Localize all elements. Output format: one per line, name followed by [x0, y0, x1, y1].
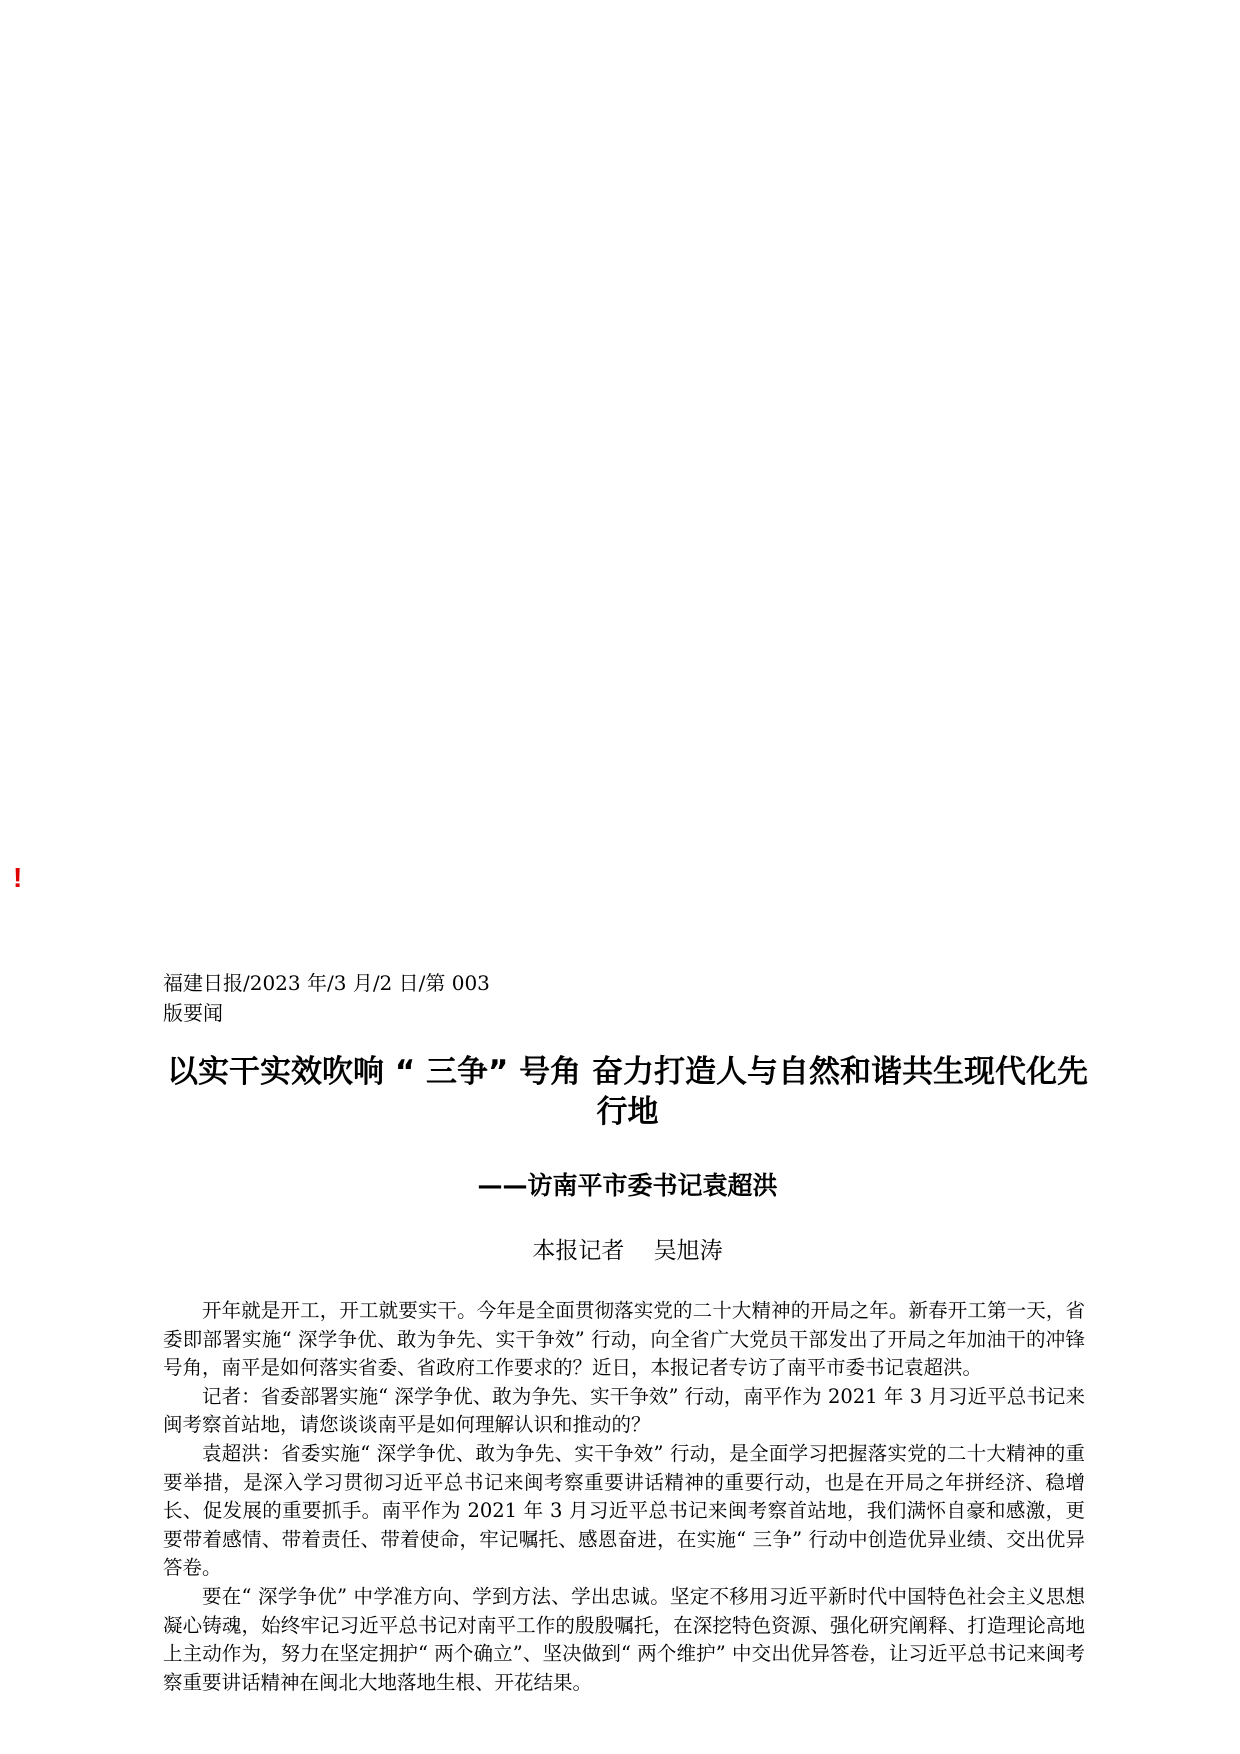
article-body [163, 1297, 1085, 1697]
body-paragraph-2: 记者：省委部署实施“ 深学争优、敢为争先、实干争效” 行动，南平作为 2021 年 3 月习近平总书记来闽考察首站地，请您谈谈南平是如何理解认识和推动的？ [163, 1384, 1085, 1437]
article-headline: 以实干实效吹响 “ 三争” 号角 奋力打造人与自然和谐共生现代化先行地 [167, 1054, 1088, 1130]
body-paragraph-1: 开年就是开工，开工就要实干。今年是全面贯彻落实党的二十大精神的开局之年。新春开工第一天，省委即部署实施“ 深学争优、敢为争先、实干争效” 行动，向全省广大党员干部发出了开局之年加油干的冲锋号角，南平是如何落实省委、省政府工作要求的？近日，本报记者专访了南平市委书记袁超洪。 [163, 1299, 1085, 1380]
body-paragraph-4: 要在“ 深学争优” 中学准方向、学到方法、学出忠诚。坚定不移用习近平新时代中国特色社会主义思想凝心铸魂，始终牢记习近平总书记对南平工作的殷殷嘱托，在深挖特色资源、强化研究阐释、打造理论高地上主动作为，努力在坚定拥护“ 两个确立”、坚决做到“ 两个维护” 中交出优异答卷，让习近平总书记来闽考察重要讲话精神在闽北大地落地生根、开花结果。 [163, 1584, 1085, 1694]
article-subheadline: ——访南平市委书记袁超洪 [477, 1171, 778, 1200]
article-byline: 本报记者 吴旭涛 [532, 1238, 723, 1264]
body-paragraph-3: 袁超洪：省委实施“ 深学争优、敢为争先、实干争效” 行动，是全面学习把握落实党的二十大精神的重要举措，是深入学习贯彻习近平总书记来闽考察重要讲话精神的重要行动，也是在开局之年拼经济、稳增长、促发展的重要抓手。南平作为 2021 年 3 月习近平总书记来闽考察首站地，我们满怀自豪和感激，更要带着感情、带着责任、带着使命，牢记嘱托、感恩奋进，在实施“ 三争” 行动中创造优异业绩、交出优异答卷。 [163, 1441, 1085, 1580]
source-line-2: 版要闻 [163, 1001, 223, 1025]
source-line [163, 968, 490, 1028]
source-line-1: 福建日报/2023 年/3 月/2 日/第 003 [163, 971, 490, 995]
red-exclamation-mark: ! [13, 862, 23, 893]
